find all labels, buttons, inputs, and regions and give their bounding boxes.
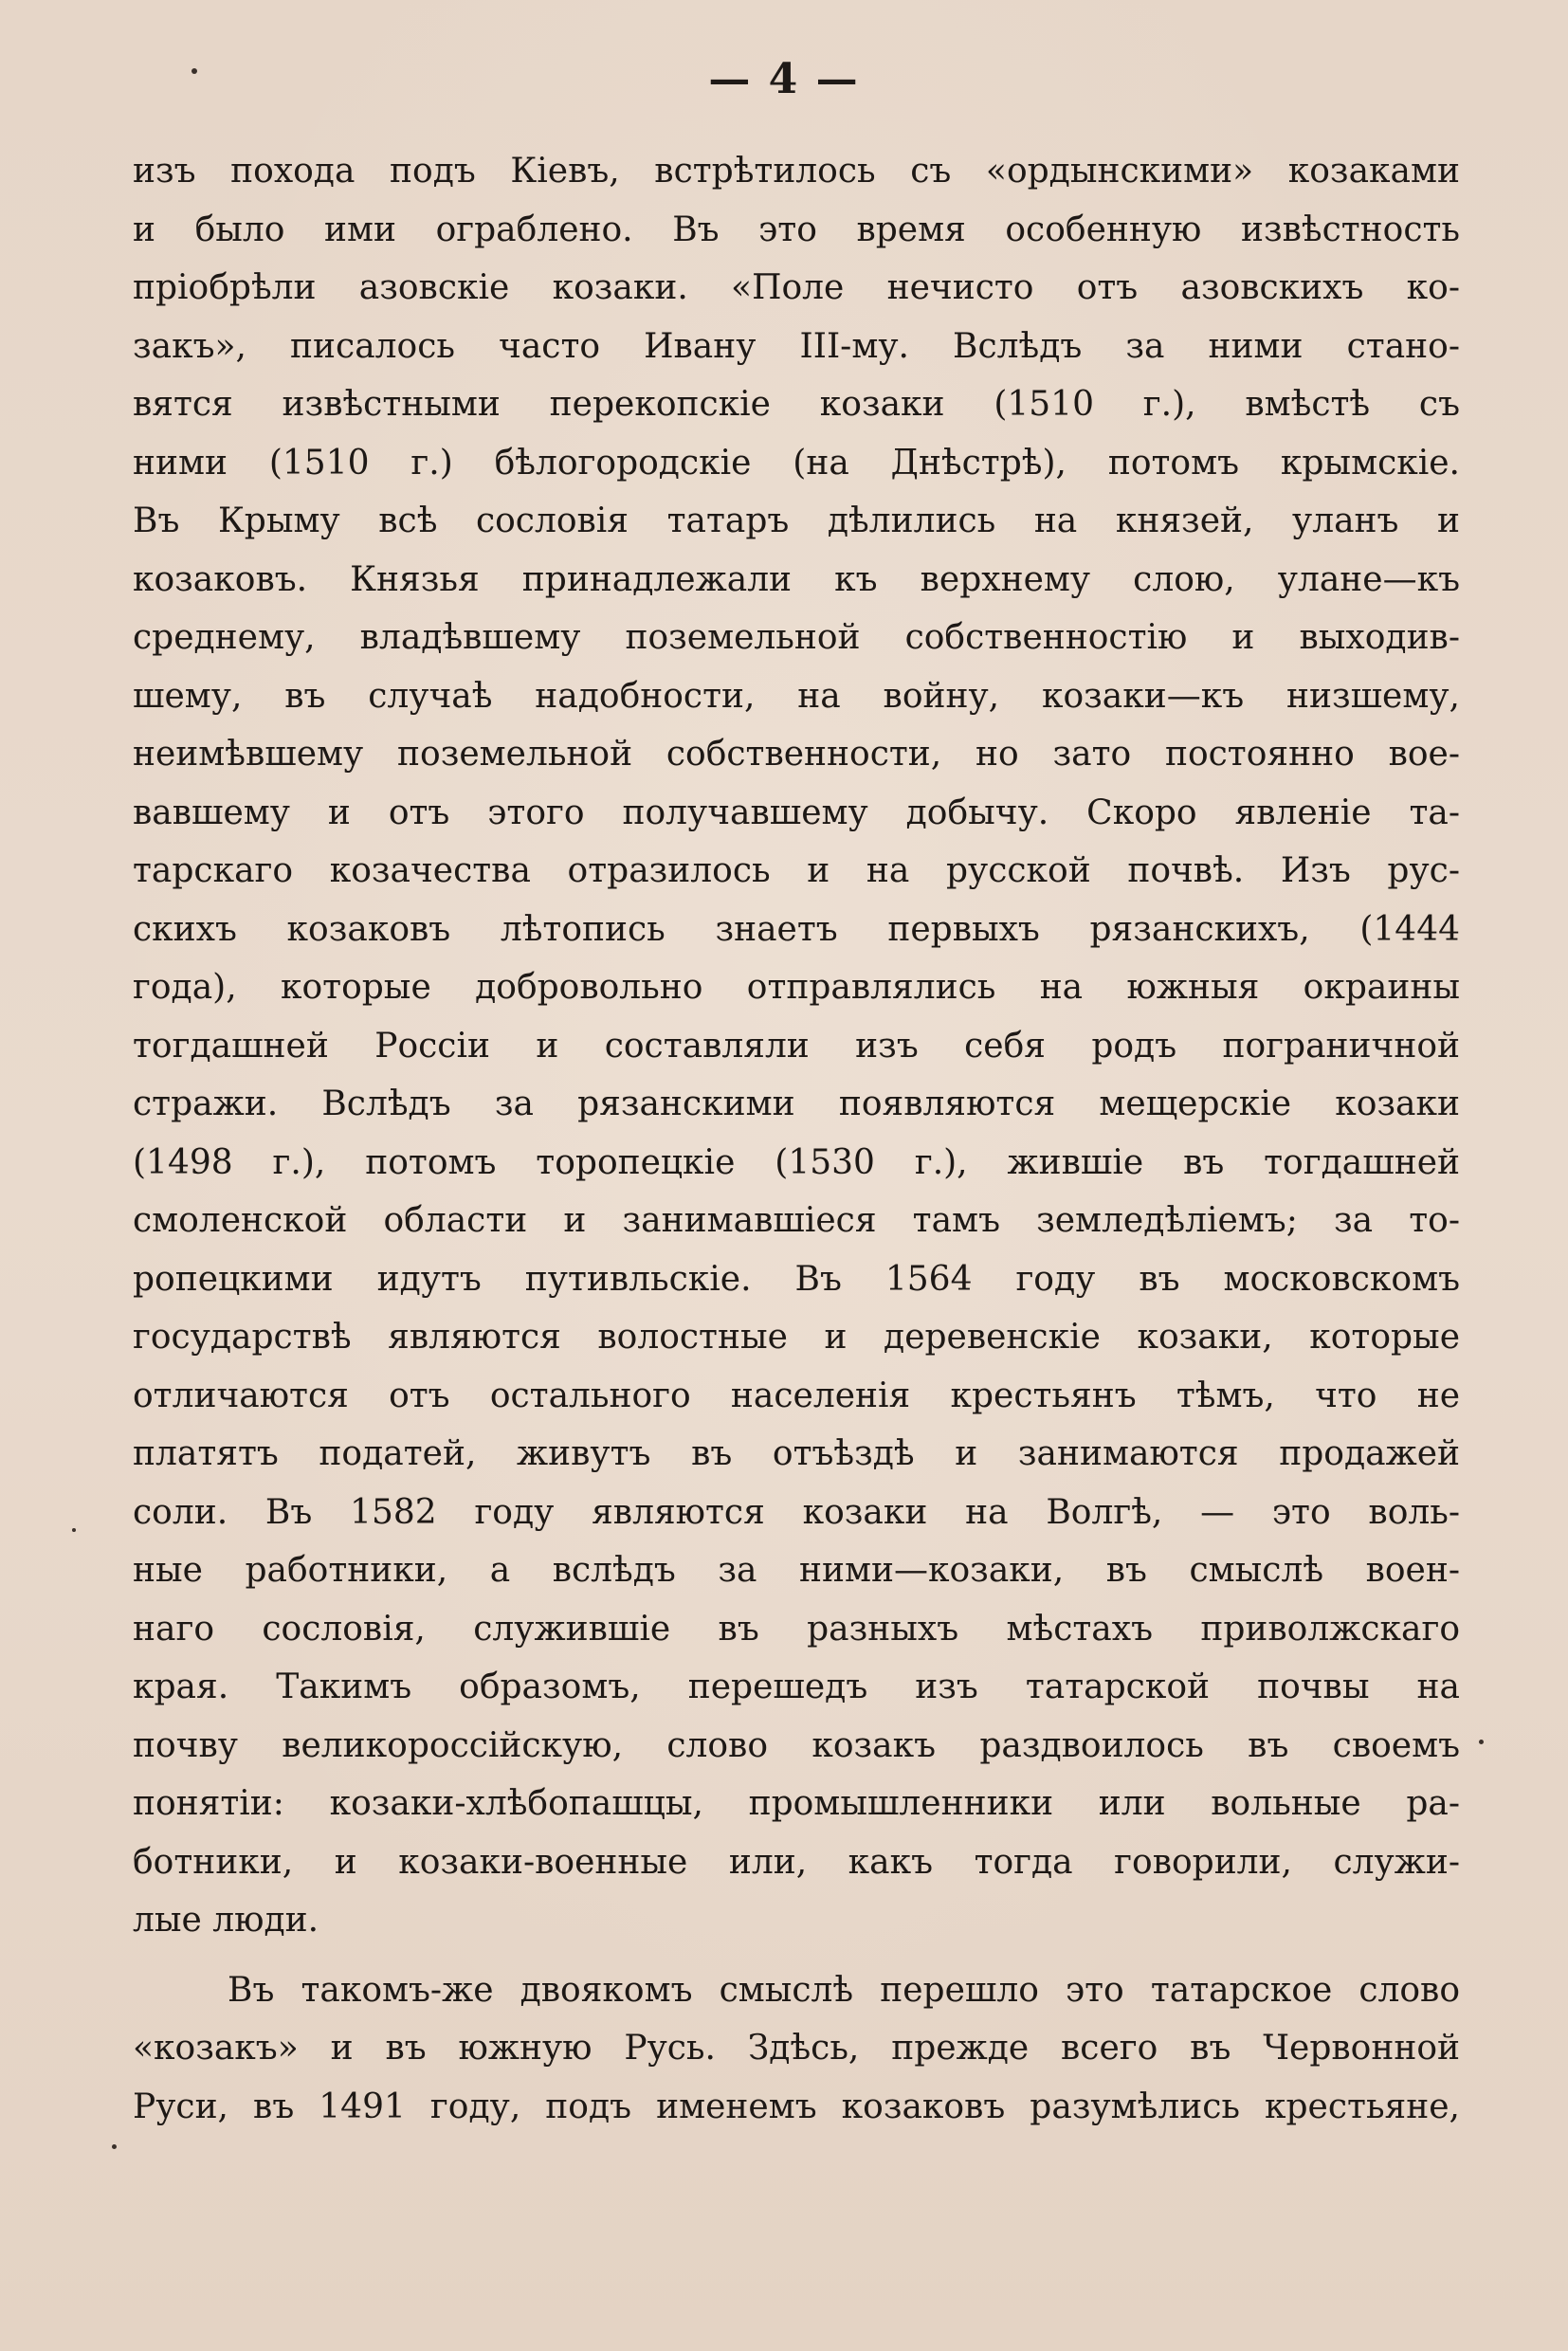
text-line: вятся извѣстными перекопскіе козаки (1510 г.), вмѣстѣ съ xyxy=(133,385,1460,424)
page-number: — 4 — xyxy=(708,55,860,103)
text-line: тарскаго козачества отразилось и на русской почвѣ. Изъ рус- xyxy=(133,851,1460,890)
text-line: соли. Въ 1582 году являются козаки на Волгѣ, — это воль- xyxy=(133,1492,1460,1532)
paragraph xyxy=(133,1961,1460,2137)
text-line: скихъ козаковъ лѣтопись знаетъ первыхъ рязанскихъ, (1444 xyxy=(133,909,1460,949)
print-speck xyxy=(1479,1740,1484,1744)
text-line: Руси, въ 1491 году, подъ именемъ козаковъ разумѣлись крестьяне, xyxy=(133,2087,1460,2126)
text-line: года), которые добровольно отправлялись на южныя окраины xyxy=(133,968,1460,1007)
text-line: смоленской области и занимавшіеся тамъ земледѣліемъ; за то- xyxy=(133,1201,1460,1240)
text-line: края. Такимъ образомъ, перешедъ изъ татарской почвы на xyxy=(133,1668,1460,1706)
paragraph-gap xyxy=(133,1950,1460,1961)
text-line: шему, въ случаѣ надобности, на войну, козаки—къ низшему, xyxy=(133,676,1460,716)
text-line: среднему, владѣвшему поземельной собственностію и выходив- xyxy=(133,618,1460,657)
text-line: и было ими ограблено. Въ это время особенную извѣстность xyxy=(133,210,1460,249)
print-speck xyxy=(72,1528,76,1532)
text-line: государствѣ являются волостные и деревенскіе козаки, которые xyxy=(133,1318,1460,1357)
text-line: отличаются отъ остального населенія крестьянъ тѣмъ, что не xyxy=(133,1376,1460,1415)
text-line: Въ такомъ-же двоякомъ смыслѣ перешло это татарское слово xyxy=(228,1970,1460,2010)
text-line: понятіи: козаки-хлѣбопашцы, промышленники или вольные ра- xyxy=(133,1784,1460,1823)
text-line: ними (1510 г.) бѣлогородскіе (на Днѣстрѣ), потомъ крымскіе. xyxy=(133,443,1460,483)
text-line: козаковъ. Князья принадлежали къ верхнему слою, улане—къ xyxy=(133,559,1460,599)
paragraph xyxy=(133,142,1460,1950)
text-line: пріобрѣли азовскіе козаки. «Поле нечисто отъ азовскихъ ко- xyxy=(133,268,1460,307)
text-line: закъ», писалось часто Ивану III-му. Вслѣдъ за ними стано- xyxy=(133,326,1460,366)
text-line: неимѣвшему поземельной собственности, но зато постоянно вое- xyxy=(133,735,1460,774)
body-text xyxy=(133,142,1460,2136)
text-line: ботники, и козаки-военные или, какъ тогда говорили, служи- xyxy=(133,1842,1460,1882)
print-speck xyxy=(112,2144,117,2149)
text-line: ропецкими идутъ путивльскіе. Въ 1564 году въ московскомъ xyxy=(133,1259,1460,1299)
text-line: изъ похода подъ Кіевъ, встрѣтилось съ «ордынскими» козаками xyxy=(133,152,1460,191)
text-line: «козакъ» и въ южную Русь. Здѣсь, прежде всего въ Червонной xyxy=(133,2029,1460,2068)
text-line: (1498 г.), потомъ торопецкіе (1530 г.), жившіе въ тогдашней xyxy=(133,1142,1460,1182)
text-line: почву великороссійскую, слово козакъ раздвоилось въ своемъ xyxy=(133,1725,1460,1765)
text-line: ные работники, а вслѣдъ за ними—козаки, въ смыслѣ воен- xyxy=(133,1551,1460,1590)
text-line: вавшему и отъ этого получавшему добычу. Скоро явленіе та- xyxy=(133,793,1460,832)
text-line: Въ Крыму всѣ сословія татаръ дѣлились на князей, уланъ и xyxy=(133,501,1460,540)
text-line: тогдашней Россіи и составляли изъ себя родъ пограничной xyxy=(133,1026,1460,1066)
text-line: платятъ податей, живутъ въ отъѣздѣ и занимаются продажей xyxy=(133,1434,1460,1473)
text-line: стражи. Вслѣдъ за рязанскими появляются мещерскіе козаки xyxy=(133,1084,1460,1123)
text-line: наго сословія, служившіе въ разныхъ мѣстахъ приволжскаго xyxy=(133,1609,1460,1649)
text-line: лые люди. xyxy=(133,1901,319,1940)
